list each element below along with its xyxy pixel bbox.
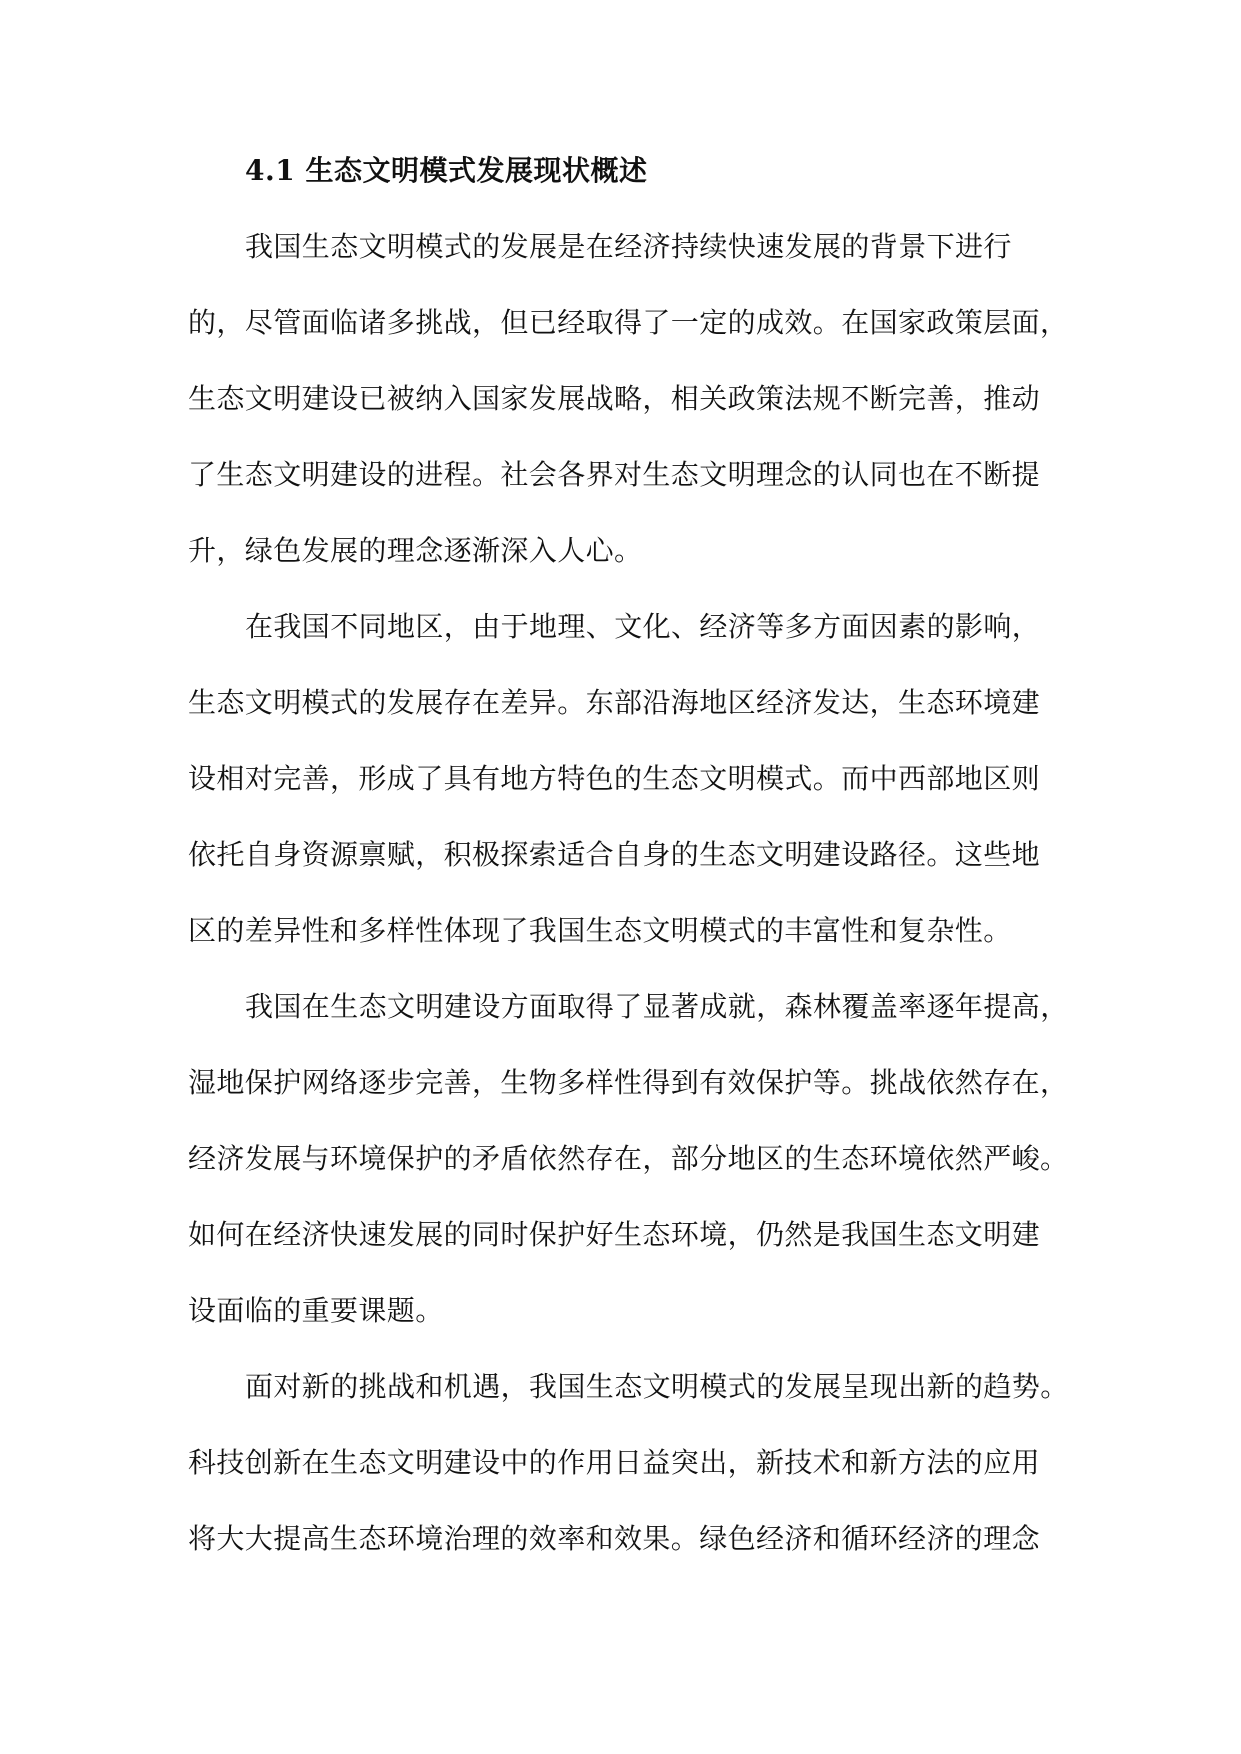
paragraph-line: 区的差异性和多样性体现了我国生态文明模式的丰富性和复杂性。 — [188, 914, 1012, 947]
paragraph-line: 面对新的挑战和机遇，我国生态文明模式的发展呈现出新的趋势。 — [245, 1370, 1069, 1403]
paragraph-line: 设相对完善，形成了具有地方特色的生态文明模式。而中西部地区则 — [188, 762, 1041, 795]
paragraph-line: 了生态文明建设的进程。社会各界对生态文明理念的认同也在不断提 — [188, 458, 1041, 491]
paragraph-line: 经济发展与环境保护的矛盾依然存在，部分地区的生态环境依然严峻。 — [188, 1142, 1069, 1175]
paragraph-line: 科技创新在生态文明建设中的作用日益突出，新技术和新方法的应用 — [188, 1446, 1041, 1479]
paragraph-line: 我国在生态文明建设方面取得了显著成就，森林覆盖率逐年提高， — [245, 990, 1069, 1023]
paragraph-line: 依托自身资源禀赋，积极探索适合自身的生态文明建设路径。这些地 — [188, 838, 1041, 871]
paragraph-line: 在我国不同地区，由于地理、文化、经济等多方面因素的影响， — [245, 610, 1041, 643]
section-heading: 4.1 生态文明模式发展现状概述 — [245, 154, 648, 187]
paragraph-line: 设面临的重要课题。 — [188, 1294, 444, 1327]
paragraph-line: 如何在经济快速发展的同时保护好生态环境，仍然是我国生态文明建 — [188, 1218, 1041, 1251]
paragraph-line: 我国生态文明模式的发展是在经济持续快速发展的背景下进行 — [245, 230, 1012, 263]
paragraph-line: 升，绿色发展的理念逐渐深入人心。 — [188, 534, 643, 567]
paragraph-line: 的，尽管面临诸多挑战，但已经取得了一定的成效。在国家政策层面， — [188, 306, 1069, 339]
paragraph-line: 将大大提高生态环境治理的效率和效果。绿色经济和循环经济的理念 — [188, 1522, 1041, 1555]
paragraph-line: 生态文明模式的发展存在差异。东部沿海地区经济发达，生态环境建 — [188, 686, 1041, 719]
paragraph-line: 生态文明建设已被纳入国家发展战略，相关政策法规不断完善，推动 — [188, 382, 1041, 415]
paragraph-line: 湿地保护网络逐步完善，生物多样性得到有效保护等。挑战依然存在， — [188, 1066, 1069, 1099]
